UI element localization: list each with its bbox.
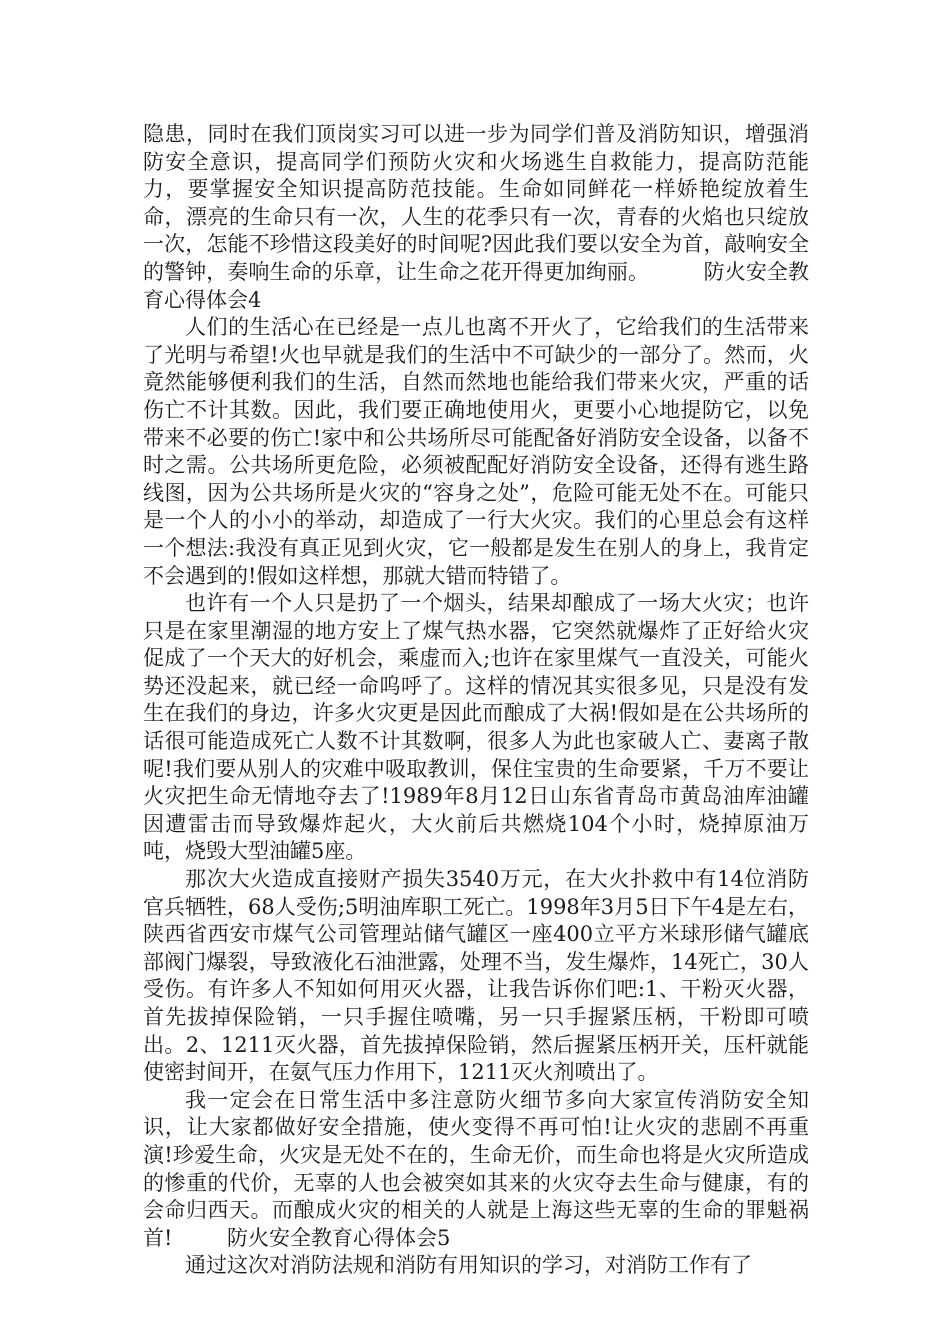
- paragraph: 也许有一个人只是扔了一个烟头，结果却酿成了一场大火灾；也许只是在家里潮湿的地方安上了煤气热水器，它突然就爆炸了正好给火灾促成了一个天大的好机会，乘虚而入;也许在家里煤气一直没关，可能火势还没起来，就已经一命呜呼了。这样的情况其实很多见，只是没有发生在我们的身边，许多火灾更是因此而酿成了大祸!假如是在公共场所的话很可能造成死亡人数不计其数啊，很多人为此也家破人亡、妻离子散呢!我们要从别人的灾难中吸取教训，保住宝贵的生命要紧，千万不要让火灾把生命无情地夺去了!1989年8月12日山东省青岛市黄岛油库油罐因遭雷击而导致爆炸起火，大火前后共燃烧104个小时，烧掉原油万吨，烧毁大型油罐5座。: [143, 591, 809, 864]
- paragraph-continuation: [143, 121, 809, 314]
- paragraph: [143, 1087, 809, 1253]
- paragraph-continuation-text: 隐患，同时在我们顶岗实习可以进一步为同学们普及消防知识，增强消防安全意识，提高同学们预防火灾和火场逃生自救能力，提高防范能力，要掌握安全知识提高防范技能。生命如同鲜花一样娇艳绽放着生命，漂亮的生命只有一次，人生的花季只有一次，青春的火焰也只绽放一次，怎能不珍惜这段美好的时间呢?因此我们要以安全为首，敲响安全的警钟，奏响生命的乐章，让生命之花开得更加绚丽。: [143, 122, 809, 284]
- document-body: [143, 121, 809, 1280]
- paragraph-text: 我一定会在日常生活中多注意防火细节多向大家宣传消防安全知识，让大家都做好安全措施，使火变得不再可怕!让火灾的悲剧不再重演!珍爱生命，火灾是无处不在的，生命无价，而生命也将是火灾所造成的惨重的代价，无辜的人也会被突如其来的火灾夺去生命与健康，有的会命归西天。而酿成火灾的相关的人就是上海这些无辜的生命的罪魁祸首!: [143, 1087, 809, 1250]
- paragraph: 通过这次对消防法规和消防有用知识的学习，对消防工作有了: [185, 1253, 752, 1278]
- section-heading-5: 防火安全教育心得体会5: [227, 1225, 451, 1250]
- section-heading-4: 防火安全教育心得体会4: [143, 259, 809, 312]
- paragraph: 那次大火造成直接财产损失3540万元，在大火扑救中有14位消防官兵牺牲，68人受伤;5明油库职工死亡。1998年3月5日下午4是左右，陕西省西安市煤气公司管理站储气罐区一座400立平方米球形储气罐底部阀门爆裂，导致液化石油泄露，处理不当，发生爆炸，14死亡，30人受伤。有许多人不知如何用灭火器，让我告诉你们吧:1、干粉灭火器，首先拔掉保险销，一只手握住喷嘴，另一只手握紧压柄，干粉即可喷出。2、1211灭火器，首先拔掉保险销，然后握紧压柄开关，压杆就能使密封间开，在氨气压力作用下，1211灭火剂喷出了。: [143, 867, 809, 1085]
- paragraph: 人们的生活心在已经是一点儿也离不开火了，它给我们的生活带来了光明与希望!火也早就是我们的生活中不可缺少的一部分了。然而，火竟然能够便利我们的生活，自然而然地也能给我们带来火灾，严重的话伤亡不计其数。因此，我们要正确地使用火，更要小心地提防它，以免带来不必要的伤亡!家中和公共场所尽可能配备好消防安全设备，以备不时之需。公共场所更危险，必须被配配好消防安全设备，还得有逃生路线图，因为公共场所是火灾的“容身之处”，危险可能无处不在。可能只是一个人的小小的举动，却造成了一行大火灾。我们的心里总会有这样一个想法:我没有真正见到火灾，它一般都是发生在别人的身上，我肯定不会遇到的!假如这样想，那就大错而特错了。: [143, 315, 809, 588]
